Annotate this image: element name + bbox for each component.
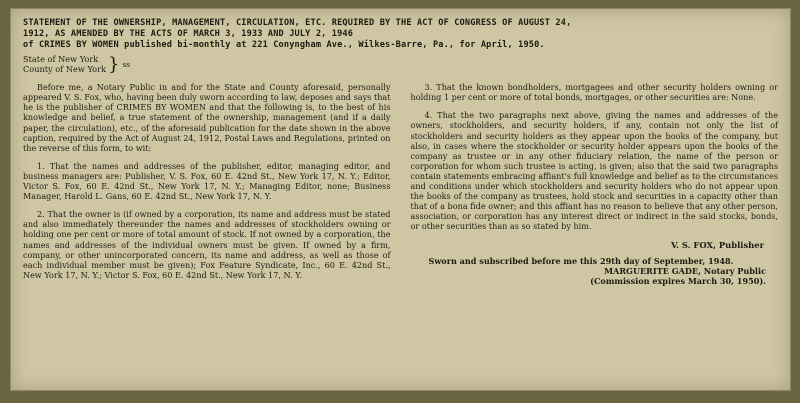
body-columns <box>23 82 778 288</box>
notary-name: MARGUERITE GADE, Notary Public <box>604 265 766 276</box>
paragraph-4: 4. That the two paragraphs next above, giving the names and addresses of the owners, stockholders, and security holders, if any, contain not only the list of stockholders and security holders as they appear upon the books of the company, but also, in cases where the stockholder or security holder appears upon the books of the company as trustee or in any other fiduciary relation, the name of the person or corporation for whom such trustee is acting, is given; also that the said two paragraphs contain statements embracing affiant's full knowledge and belief as to the circumstances and conditions under which stockholders and security holders who do not appear upon the books of the company as trustees, hold stock and securities in a capacity other than that of a bona fide owner; and this affiant has no reason to believe that any other person, association, or corporation has any interest direct or indirect in the said stocks, bonds, or other securities than as so stated by him. <box>410 110 778 232</box>
venue-block <box>23 55 778 74</box>
brace-icon: } <box>107 53 120 75</box>
publisher-signature: V. S. FOX, Publisher <box>670 239 764 250</box>
venue-county: County of New York <box>23 63 106 74</box>
paragraph-2: 2. That the owner is (if owned by a corporation, its name and address must be stated and also immediately thereunder the names and addresses of stockholders owning or holding one per cent or more of total amount of stock. If not owned by a corporation, the names and addresses of the individual owners must be given. If owned by a firm, company, or other unincorporated concern, its name and address, as well as those of each individual member must be given); Fox Feature Syndicate, Inc., 60 E. 42nd St., New York 17, N. Y.; Victor S. Fox, 60 E. 42nd St., New York 17, N. Y. <box>23 209 391 280</box>
paragraph-1: 1. That the names and addresses of the publisher, editor, managing editor, and business managers are: Publisher, V. S. Fox, 60 E. 42nd St., New York 17, N. Y.; Editor, Victor S. Fox, 60 E. 42nd St., New York 17, N. Y.; Managing Editor, none; Business Manager, Harold L. Gans, 60 E. 42nd St., New York 17, N. Y. <box>23 160 391 202</box>
paragraph-3: 3. That the known bondholders, mortgagees and other security holders owning or holding 1 per cent or more of total bonds, mortgages, or other securities are: None. <box>410 82 778 103</box>
statement-heading-line-1: STATEMENT OF THE OWNERSHIP, MANAGEMENT, CIRCULATION, ETC. REQUIRED BY THE ACT OF CONGRESS OF AUGUST 24, <box>23 18 572 28</box>
venue-state: State of New York <box>23 54 99 64</box>
statement-heading-line-2: 1912, AS AMENDED BY THE ACTS OF MARCH 3, 1933 AND JULY 2, 1946 <box>23 29 354 39</box>
commission-expiry: (Commission expires March 30, 1950). <box>590 275 766 286</box>
ownership-statement-document <box>10 8 791 391</box>
right-column <box>411 82 779 288</box>
venue-lines <box>23 55 106 74</box>
intro-paragraph: Before me, a Notary Public in and for the State and County aforesaid, personally appeared V. S. Fox, who, having been duly sworn according to law, deposes and says that he is the publisher of CRIMES BY WOMEN and that the following is, to the best of his knowledge and belief, a true statement of the ownership, management (and if a daily paper, the circulation), etc., of the aforesaid publication for the date shown in the above caption, required by the Act of August 24, 1912, Postal Laws and Regulations, printed on the reverse of this form, to wit: <box>23 82 391 153</box>
sworn-line: Sworn and subscribed before me this 29th day of September, 1948. <box>428 255 734 266</box>
statement-heading <box>23 18 778 51</box>
notary-block <box>429 256 779 287</box>
left-column <box>23 82 391 288</box>
statement-heading-line-3: of CRIMES BY WOMEN published bi-monthly at 221 Conyngham Ave., Wilkes-Barre, Pa., for April, 1950. <box>23 40 545 50</box>
venue-ss: ss <box>122 59 131 69</box>
